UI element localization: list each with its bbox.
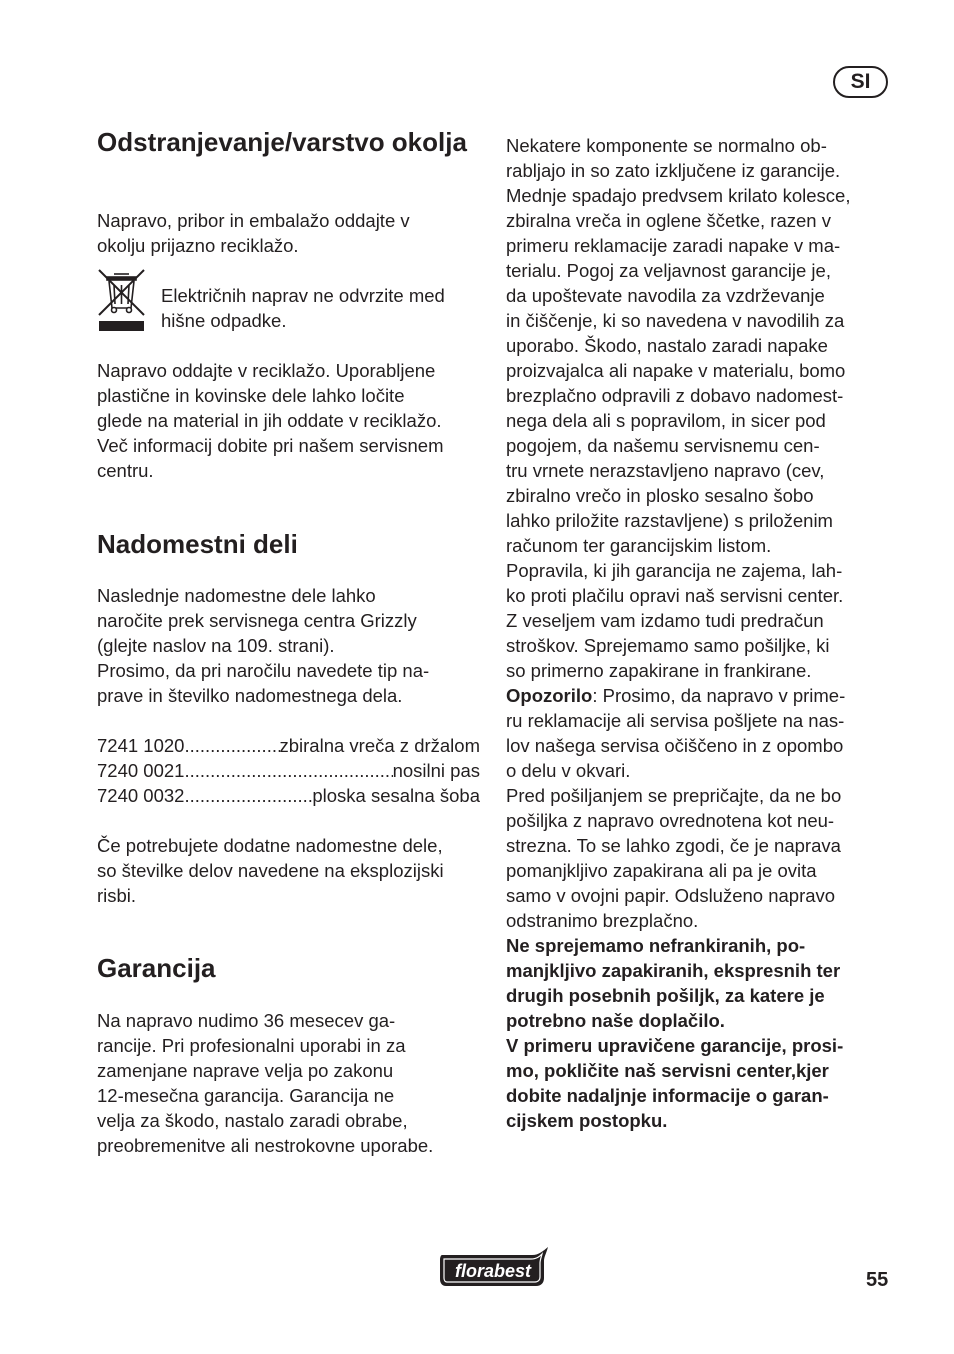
weee-text: Električnih naprav ne odvrzite med hišne odpadke.: [161, 285, 445, 331]
contact-notice: V primeru upravičene garancije, prosi- mo, pokličite naš servisni center,kjer dobite nadaljnje informacije o garan- cijskem postopku.: [506, 1035, 844, 1131]
disposal-body: Napravo oddajte v reciklažo. Uporabljene plastične in kovinske dele lahko ločite glede na material in jih oddate v reciklažo. Več informacij dobite pri našem servisnem centru.: [97, 360, 444, 481]
warning-label: Opozorilo: [506, 685, 593, 706]
warning-paragraph: [506, 683, 845, 933]
leader-dots: [184, 733, 279, 758]
warranty-details: Nekatere komponente se normalno ob- rabljajo in so zato izključene iz garancije. Mednje spadajo predvsem krilato kolesce, zbiralna vreča in oglene ščetke, razen v primeru reklamacije zaradi napake v ma- terialu. Pogoj za veljavnost garancije je, da upoštevate navodila za vzdrževanje in čiščenje, ki so navedena v navodilih za uporabo. Škodo, nastalo zaradi napake proizvajalca ali napake v materialu, bomo brezplačno odpravili z dobavo nadomest- nega dela ali s popravilom, in sicer pod pogojem, da našemu servisnemu cen- tru vrnete nerazstavljeno napravo (cev, zbiralno vrečo in plosko sesalno šobo lahko priložite razstavljene) s priloženim računom ter garancijskim listom. Popravila, ki jih garancija ne zajema, lah- ko proti plačilu opravi naš servisni center. Z veseljem vam izdamo tudi predračun stroškov. Sprejemamo samo pošiljke, ki so primerno zapakirane in frankirane.: [506, 135, 851, 681]
warning-text: : Prosimo, da napravo v prime- ru reklamacije ali servisa pošljete na nas- lov našega servisa očiščeno in z opombo o delu v okvari. Pred pošiljanjem se prepričajte, da ne bo pošiljka z napravo ovrednotena kot neu- strezna. To se lahko zgodi, če je naprava pomanjkljivo zapakirana ali pa je ovita samo v ovojni papir. Odsluženo napravo odstranimo brezplačno.: [506, 685, 846, 931]
parts-note: Če potrebujete dodatne nadomestne dele, so številke delov navedene na eksplozijski risbi.: [97, 835, 444, 906]
disposal-heading: Odstranjevanje/varstvo okolja: [97, 127, 467, 157]
crossed-bin-icon: [97, 268, 146, 332]
parts-item: [97, 758, 480, 783]
part-number: 7241 1020: [97, 735, 185, 756]
disposal-intro: Napravo, pribor in embalažo oddajte v okolju prijazno reciklažo.: [97, 210, 410, 256]
parts-item: [97, 733, 480, 758]
warranty-body: Na napravo nudimo 36 mesecev ga- rancije. Pri profesionalni uporabi in za zamenjane naprave velja po zakonu 12-mesečna garancija. Garancija ne velja za škodo, nastalo zaradi obrabe, preobremenitve ali nestrokovne uporabe.: [97, 1010, 434, 1156]
parts-intro: Naslednje nadomestne dele lahko naročite prek servisnega centra Grizzly (glejte naslov na 109. strani). Prosimo, da pri naročilu navedete tip na- prave in številko nadomestnega dela.: [97, 585, 430, 706]
leader-dots: [184, 758, 392, 783]
part-description: zbiralna vreča z držalom: [279, 735, 480, 756]
part-number: 7240 0021: [97, 760, 185, 781]
part-number: 7240 0032: [97, 785, 185, 806]
warranty-heading: Garancija: [97, 953, 216, 983]
leader-dots: [184, 783, 312, 808]
florabest-logo: [438, 1246, 551, 1288]
part-description: ploska sesalna šoba: [312, 785, 480, 806]
parts-heading: Nadomestni deli: [97, 529, 298, 559]
part-description: nosilni pas: [392, 760, 480, 781]
shipping-notice: Ne sprejemamo nefrankiranih, po- manjkljivo zapakiranih, ekspresnih ter drugih posebnih pošiljk, za katere je potrebno naše doplačilo.: [506, 935, 841, 1031]
svg-text:florabest: florabest: [454, 1261, 532, 1281]
parts-item: [97, 783, 480, 808]
page-number: 55: [866, 1269, 889, 1291]
language-badge: SI: [833, 66, 888, 98]
